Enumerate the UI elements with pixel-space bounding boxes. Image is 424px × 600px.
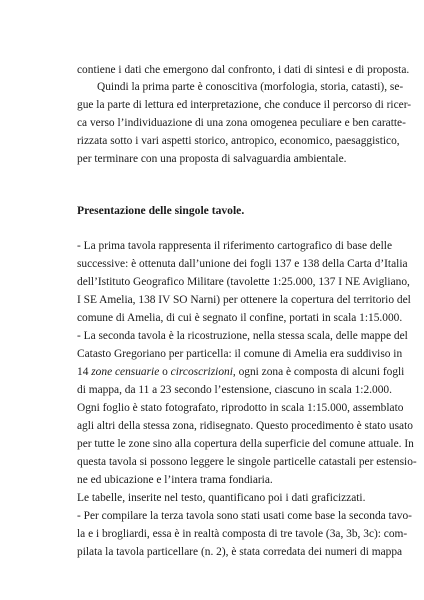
text-line: Ogni foglio è stato fotografato, riprodotto in scala 1:15.000, assemblato — [77, 402, 404, 414]
text-line: per terminare con una proposta di salvaguardia ambientale. — [77, 153, 347, 165]
text-span: 14 — [77, 366, 92, 378]
text-line: successive: è ottenuta dall’unione dei fogli 137 e 138 della Carta d’Italia — [77, 258, 408, 270]
text-line: pilata la tavola particellare (n. 2), è stata corredata dei numeri di mappa — [77, 546, 403, 558]
text-line: - La prima tavola rappresenta il riferimento cartografico di base delle — [77, 240, 392, 252]
italic-term: circoscrizioni — [170, 366, 233, 378]
text-line: comune di Amelia, di cui è segnato il confine, portati in scala 1:15.000. — [77, 312, 403, 324]
text-line: dell’Istituto Geografico Militare (tavolette 1:25.000, 137 I NE Avigliano, — [77, 276, 410, 288]
text-line: Quindi la prima parte è conoscitiva (morfologia, storia, catasti), se- — [97, 81, 404, 93]
italic-term: zone censuarie — [91, 366, 160, 378]
section-heading: Presentazione delle singole tavole. — [77, 204, 245, 217]
text-line: Catasto Gregoriano per particella: il comune di Amelia era suddiviso in — [77, 348, 403, 360]
text-span: , ogni zona è composta di alcuni fogli — [232, 366, 405, 378]
text-line: ne ed ubicazione e l’intera trama fondiaria. — [77, 474, 273, 486]
text-line: contiene i dati che emergono dal confronto, i dati di sintesi e di proposta. — [77, 64, 410, 76]
text-line: la e i brogliardi, essa è in realtà composta di tre tavole (3a, 3b, 3c): com- — [77, 528, 408, 540]
text-line: di mappa, da 11 a 23 secondo l’estensione, ciascuno in scala 1:2.000. — [77, 384, 392, 396]
text-line: - La seconda tavola è la ricostruzione, nella stessa scala, delle mappe del — [77, 330, 408, 342]
text-line: questa tavola si possono leggere le singole particelle catastali per estensio- — [77, 456, 417, 468]
text-line: Le tabelle, inserite nel testo, quantificano poi i dati graficizzati. — [77, 492, 366, 504]
text-line: agli altri della stessa zona, ridisegnato. Questo procedimento è stato usato — [77, 420, 413, 432]
text-line-italic — [77, 365, 405, 379]
text-line: gue la parte di lettura ed interpretazione, che conduce il percorso di ricer- — [77, 99, 412, 111]
text-line: per tutte le zone sino alla copertura della superficie del comune attuale. In — [77, 438, 414, 450]
text-line: - Per compilare la terza tavola sono stati usati come base la seconda tavo- — [77, 510, 412, 522]
text-line: rizzata sotto i vari aspetti storico, antropico, economico, paesaggistico, — [77, 135, 400, 147]
text-line: ca verso l’individuazione di una zona omogenea peculiare e ben caratte- — [77, 117, 406, 129]
text-line: I SE Amelia, 138 IV SO Narni) per ottenere la copertura del territorio del — [77, 294, 411, 306]
text-span: o — [159, 366, 171, 378]
